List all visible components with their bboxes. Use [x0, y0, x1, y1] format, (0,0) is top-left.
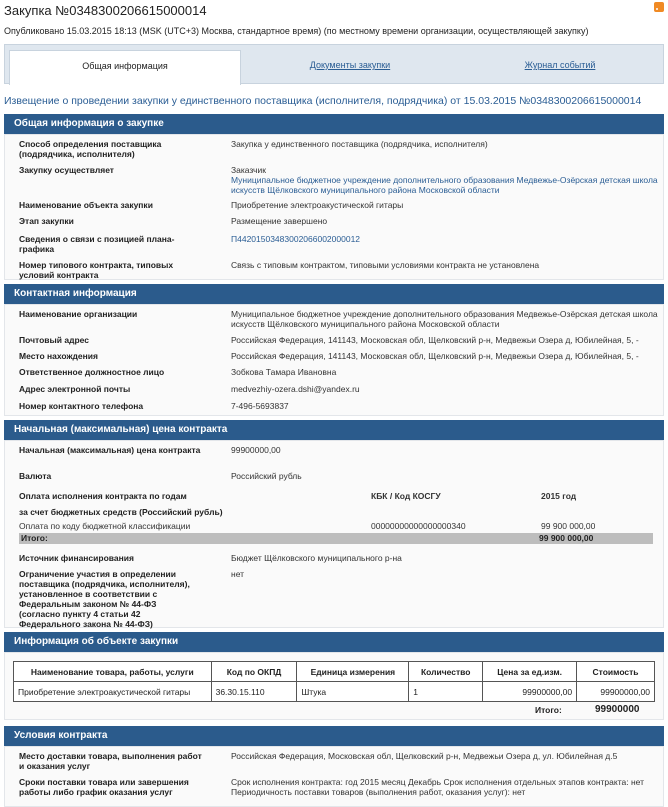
restriction-value: нет [231, 569, 245, 579]
section-terms [4, 746, 664, 807]
source-label: Источник финансирования [19, 553, 134, 563]
period-label: Сроки поставки товара или завершения работы либо график оказания услуг [19, 777, 189, 797]
tab-documents[interactable]: Документы закупки [309, 60, 391, 70]
tab-event-log[interactable]: Журнал событий [524, 60, 596, 70]
items-table-header-row [14, 662, 655, 682]
source-value: Бюджет Щёлковского муниципального р-на [231, 553, 402, 563]
budget-total-bar [19, 533, 653, 544]
stage-label: Этап закупки [19, 216, 74, 226]
currency-label: Валюта [19, 471, 52, 481]
payment-label: Оплата исполнения контракта по годам [19, 491, 187, 501]
object-label: Наименование объекта закупки [19, 200, 153, 210]
object-total-value: 99900000 [595, 704, 640, 715]
nmck-label: Начальная (максимальная) цена контракта [19, 445, 201, 455]
budget-label: за счет бюджетных средств (Российский рубль) [19, 507, 223, 517]
cell-okpd: 36.30.15.110 [211, 682, 297, 702]
restriction-label: Ограничение участия в определении поставщика (подрядчика, исполнителя), установленное в соответствии с Федеральным законом № 44-ФЗ (согласно пункту 4 статьи 42 Федерального закона № 44-ФЗ) [19, 569, 190, 629]
cell-unit: Штука [297, 682, 409, 702]
email-value: medvezhiy-ozera.dshi@yandex.ru [231, 384, 360, 394]
budget-total-value: 99 900 000,00 [539, 533, 594, 543]
tab-bar [4, 44, 664, 84]
kbk-header: КБК / Код КОСГУ [371, 491, 441, 501]
cell-cost: 99900000,00 [577, 682, 655, 702]
section-object-header: Информация об объекте закупки [4, 632, 664, 652]
col-unit: Единица измерения [297, 662, 409, 682]
org-value: Муниципальное бюджетное учреждение дополнительного образования Медвежье-Озёрская детская школа искусств Щёлковского муниципального района Московской области [231, 309, 658, 329]
tab-general-info[interactable]: Общая информация [9, 50, 241, 85]
person-label: Ответственное должностное лицо [19, 367, 165, 377]
page-title: Закупка №0348300206615000014 [4, 3, 207, 18]
table-row [14, 682, 655, 702]
method-label: Способ определения поставщика (подрядчика, исполнителя) [19, 139, 162, 159]
method-value: Закупка у единственного поставщика (подрядчика, исполнителя) [231, 139, 488, 149]
org-label: Наименование организации [19, 309, 138, 319]
section-price [4, 440, 664, 628]
budget-row-label: Оплата по коду бюджетной классификации [19, 521, 191, 531]
email-label: Адрес электронной почты [19, 384, 131, 394]
contract-label: Номер типового контракта, типовых условий контракта [19, 260, 174, 280]
location-value: Российская Федерация, 141143, Московская обл, Щелковский р-н, Медвежьи Озера д, Юбилейная, 5, - [231, 351, 639, 361]
section-terms-header: Условия контракта [4, 726, 664, 746]
notice-title: Извещение о проведении закупки у единственного поставщика (исполнителя, подрядчика) от 15.03.2015 №0348300206615000014 [4, 95, 642, 107]
section-contact-header: Контактная информация [4, 284, 664, 304]
object-value: Приобретение электроакустической гитары [231, 200, 404, 210]
location-label: Место нахождения [19, 351, 98, 361]
plan-label: Сведения о связи с позицией плана-графика [19, 234, 175, 254]
stage-value: Размещение завершено [231, 216, 328, 226]
rss-icon[interactable] [654, 2, 664, 12]
col-unit-price: Цена за ед.изм. [483, 662, 577, 682]
budget-total-label: Итого: [21, 533, 48, 543]
budget-row-kbk: 00000000000000000340 [371, 521, 466, 531]
customer-link[interactable]: Муниципальное бюджетное учреждение дополнительного образования Медвежье-Озёрская детская школа искусств Щёлковского муниципального района Московской области [231, 175, 658, 195]
items-table [13, 661, 655, 702]
place-label: Место доставки товара, выполнения работ и оказания услуг [19, 751, 202, 771]
phone-label: Номер контактного телефона [19, 401, 144, 411]
nmck-value: 99900000,00 [231, 445, 281, 455]
cell-name: Приобретение электроакустической гитары [14, 682, 212, 702]
period-value-1: Срок исполнения контракта: год 2015 месяц Декабрь Срок исполнения отдельных этапов контракта: нет [231, 777, 644, 787]
section-general-header: Общая информация о закупке [4, 114, 664, 134]
object-total-label: Итого: [535, 705, 562, 715]
place-value: Российская Федерация, Московская обл, Щелковский р-н, Медвежьи Озера д, ул. Юбилейная д.5 [231, 751, 618, 761]
post-address-value: Российская Федерация, 141143, Московская обл, Щелковский р-н, Медвежьи Озера д, Юбилейная, 5, - [231, 335, 639, 345]
cell-qty: 1 [409, 682, 483, 702]
section-price-header: Начальная (максимальная) цена контракта [4, 420, 664, 440]
budget-row-value: 99 900 000,00 [541, 521, 596, 531]
period-value-2: Периодичность поставки товаров (выполнения работ, оказания услуг): нет [231, 787, 526, 797]
col-cost: Стоимость [577, 662, 655, 682]
customer-label: Закупку осуществляет [19, 165, 114, 175]
customer-role: Заказчик [231, 165, 266, 175]
post-address-label: Почтовый адрес [19, 335, 89, 345]
section-contact [4, 304, 664, 416]
cell-unit-price: 99900000,00 [483, 682, 577, 702]
published-info: Опубликовано 15.03.2015 18:13 (MSK (UTC+3) Москва, стандартное время) (по местному времени организации, осуществляющей закупку) [4, 26, 589, 36]
plan-link[interactable]: П44201503483002066002000012 [231, 234, 361, 244]
section-general [4, 134, 664, 280]
year-header: 2015 год [541, 491, 577, 501]
currency-value: Российский рубль [231, 471, 302, 481]
phone-value: 7-496-5693837 [231, 401, 289, 411]
contract-value: Связь с типовым контрактом, типовыми условиями контракта не установлена [231, 260, 540, 270]
col-name: Наименование товара, работы, услуги [14, 662, 212, 682]
person-value: Зобкова Тамара Ивановна [231, 367, 337, 377]
section-object [4, 652, 664, 720]
col-qty: Количество [409, 662, 483, 682]
col-okpd: Код по ОКПД [211, 662, 297, 682]
